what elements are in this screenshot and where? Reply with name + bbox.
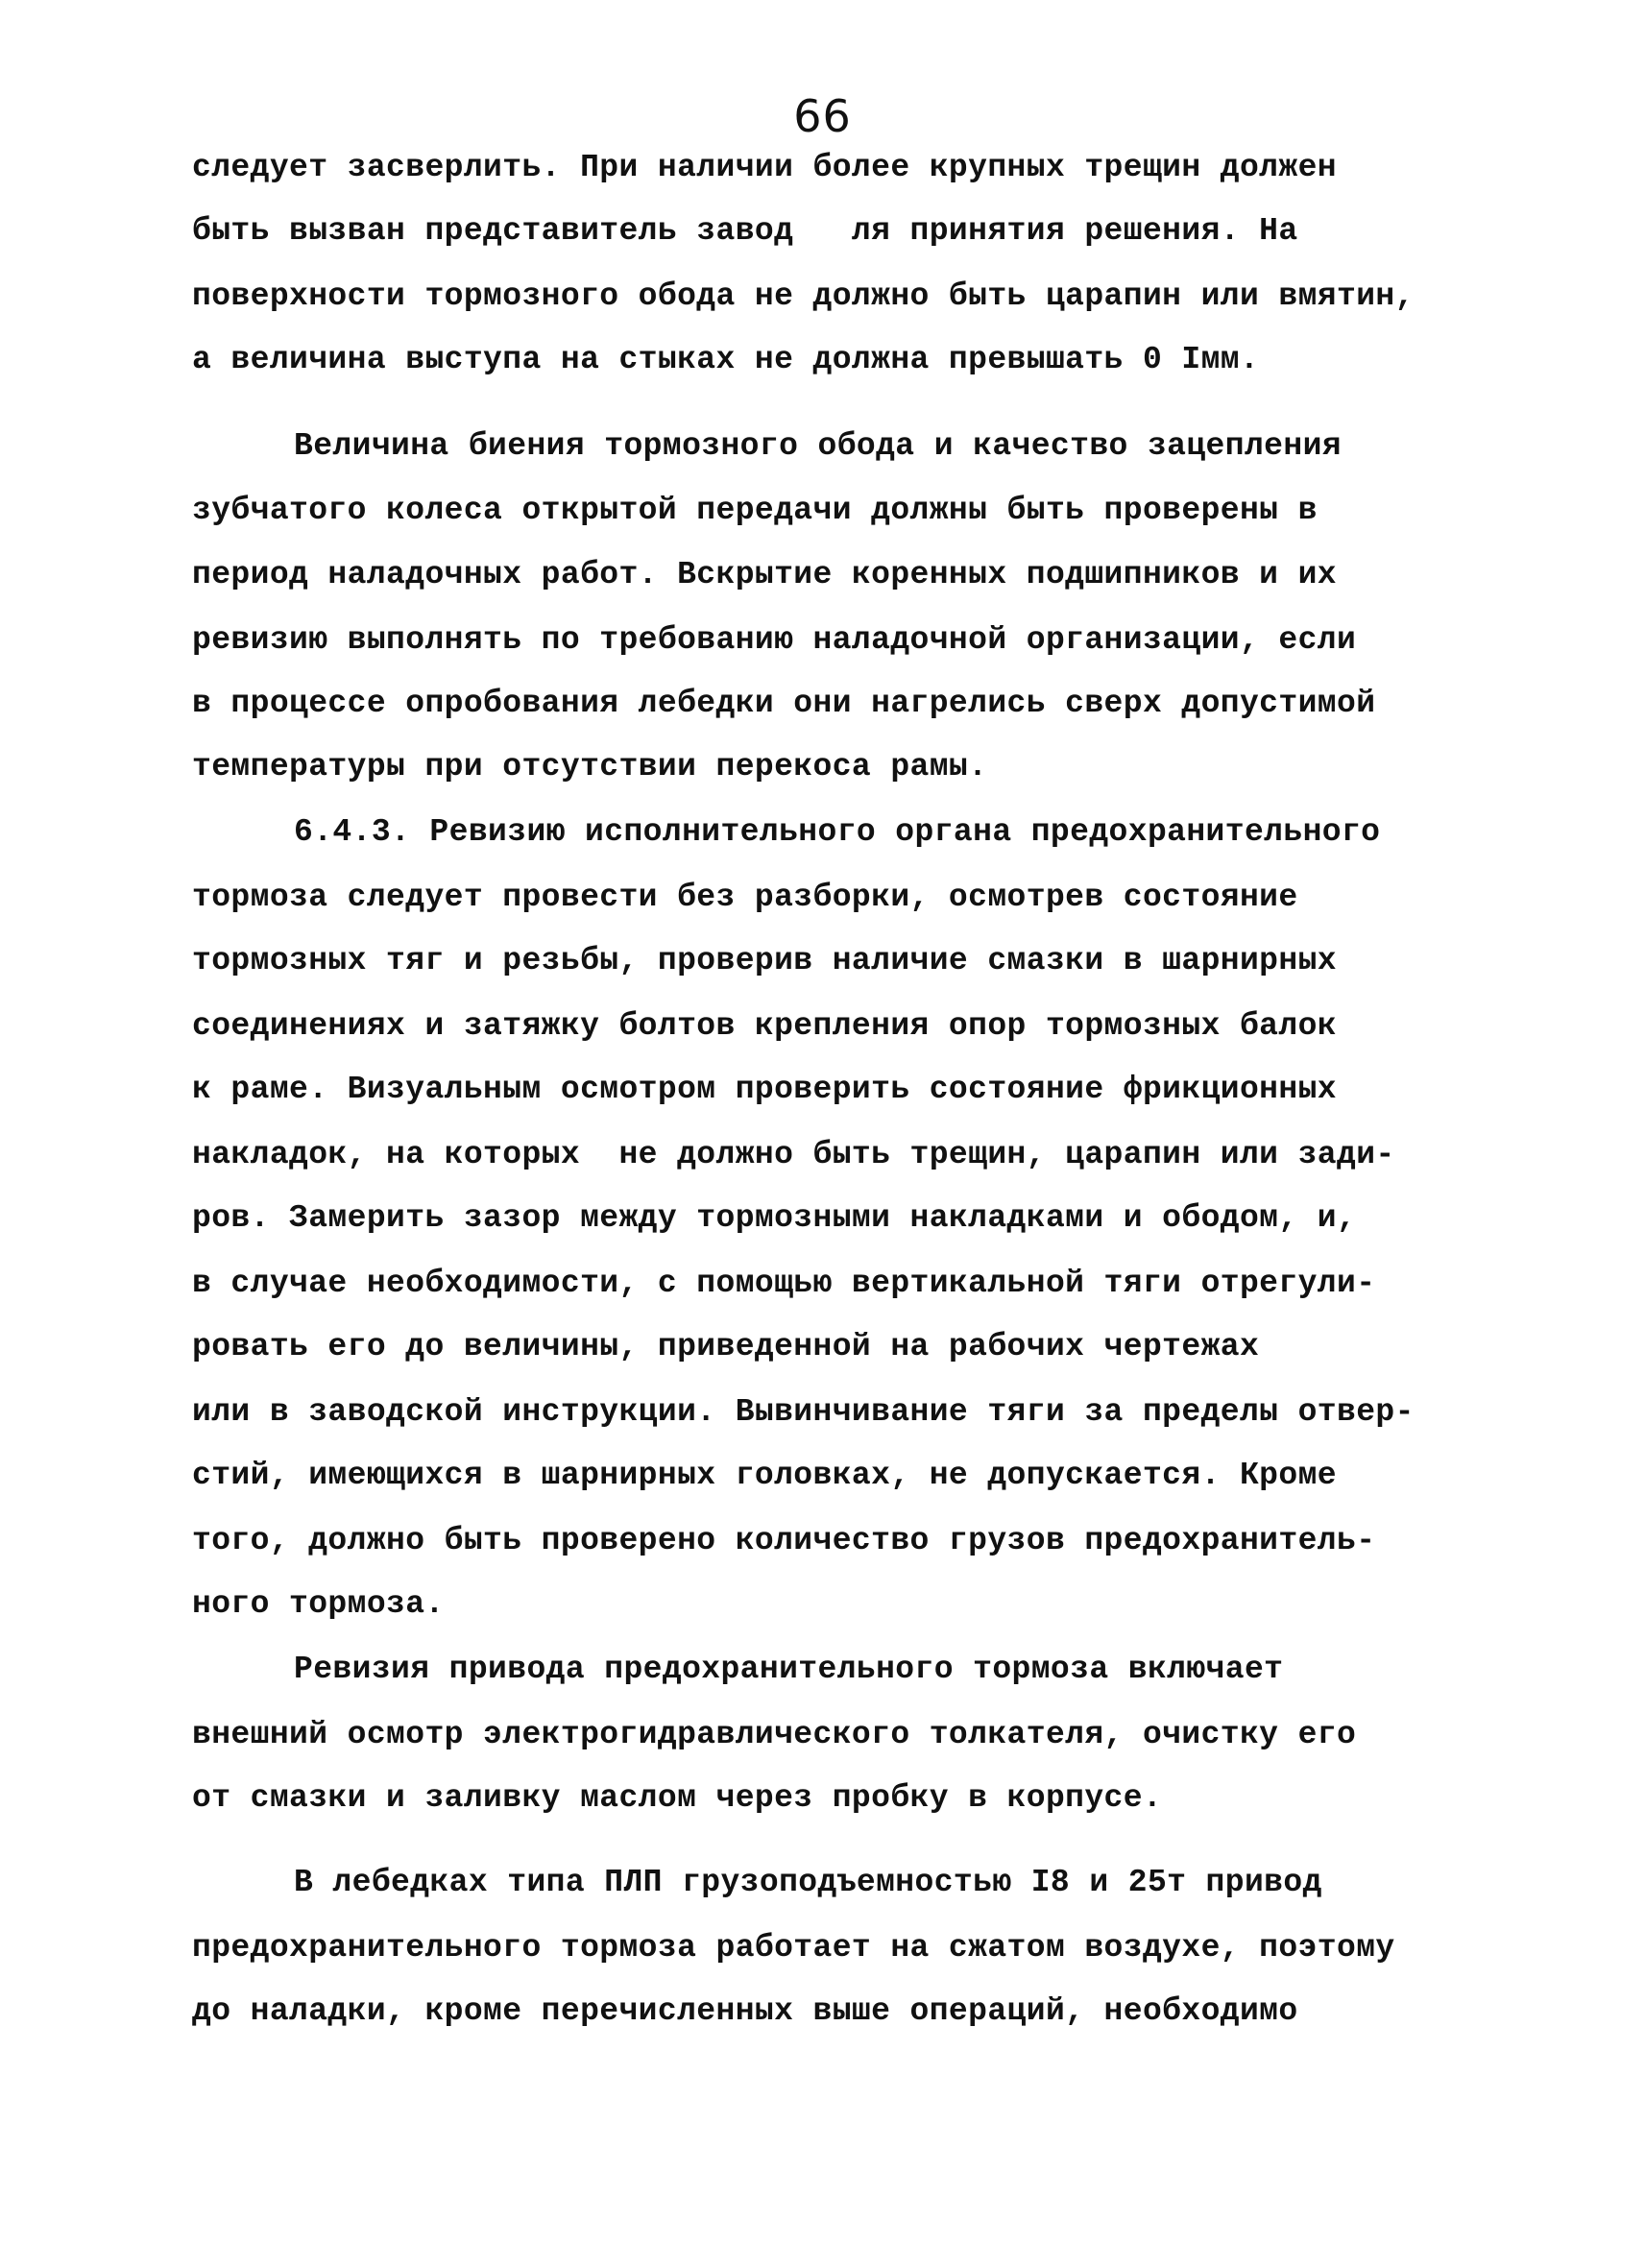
text-line: быть вызван представитель завод ля принятия решения. На: [192, 213, 1298, 249]
text-line: в случае необходимости, с помощью вертикальной тяги отрегули-: [192, 1266, 1376, 1301]
text-line: в процессе опробования лебедки они нагрелись сверх допустимой: [192, 686, 1376, 721]
text-line: ровать его до величины, приведенной на рабочих чертежах: [192, 1329, 1260, 1364]
text-line: или в заводской инструкции. Вывинчивание тяги за пределы отвер-: [192, 1394, 1415, 1430]
text-line: до наладки, кроме перечисленных выше операций, необходимо: [192, 1993, 1298, 2029]
text-line: от смазки и заливку маслом через пробку в корпусе.: [192, 1780, 1163, 1816]
page-number: 66: [793, 90, 852, 142]
text-line: 6.4.3. Ревизию исполнительного органа предохранительного: [294, 814, 1381, 850]
text-line: Величина биения тормозного обода и качество зацепления: [294, 428, 1342, 464]
text-line: ного тормоза.: [192, 1586, 445, 1622]
text-line: соединениях и затяжку болтов крепления опор тормозных балок: [192, 1008, 1337, 1044]
text-line: тормоза следует провести без разборки, осмотрев состояние: [192, 880, 1298, 915]
text-line: поверхности тормозного обода не должно быть царапин или вмятин,: [192, 278, 1415, 314]
text-line: накладок, на которых не должно быть трещин, царапин или зади-: [192, 1137, 1395, 1172]
text-line: В лебедках типа ПЛП грузоподъемностью I8 и 25т привод: [294, 1865, 1322, 1900]
text-line: Ревизия привода предохранительного тормоза включает: [294, 1652, 1284, 1687]
text-line: к раме. Визуальным осмотром проверить состояние фрикционных: [192, 1072, 1337, 1107]
text-line: того, должно быть проверено количество грузов предохранитель-: [192, 1523, 1376, 1558]
text-line: стий, имеющихся в шарнирных головках, не допускается. Кроме: [192, 1458, 1337, 1493]
text-line: температуры при отсутствии перекоса рамы.: [192, 749, 988, 784]
text-line: предохранительного тормоза работает на сжатом воздухе, поэтому: [192, 1930, 1395, 1966]
text-line: а величина выступа на стыках не должна превышать 0 Iмм.: [192, 342, 1260, 377]
text-line: следует засверлить. При наличии более крупных трещин должен: [192, 150, 1337, 185]
text-line: внешний осмотр электрогидравлического толкателя, очистку его: [192, 1717, 1357, 1752]
text-line: зубчатого колеса открытой передачи должны быть проверены в: [192, 493, 1318, 528]
text-line: ров. Замерить зазор между тормозными накладками и ободом, и,: [192, 1200, 1357, 1236]
text-line: ревизию выполнять по требованию наладочной организации, если: [192, 622, 1357, 658]
text-line: тормозных тяг и резьбы, проверив наличие смазки в шарнирных: [192, 943, 1337, 978]
text-line: период наладочных работ. Вскрытие коренных подшипников и их: [192, 557, 1337, 592]
